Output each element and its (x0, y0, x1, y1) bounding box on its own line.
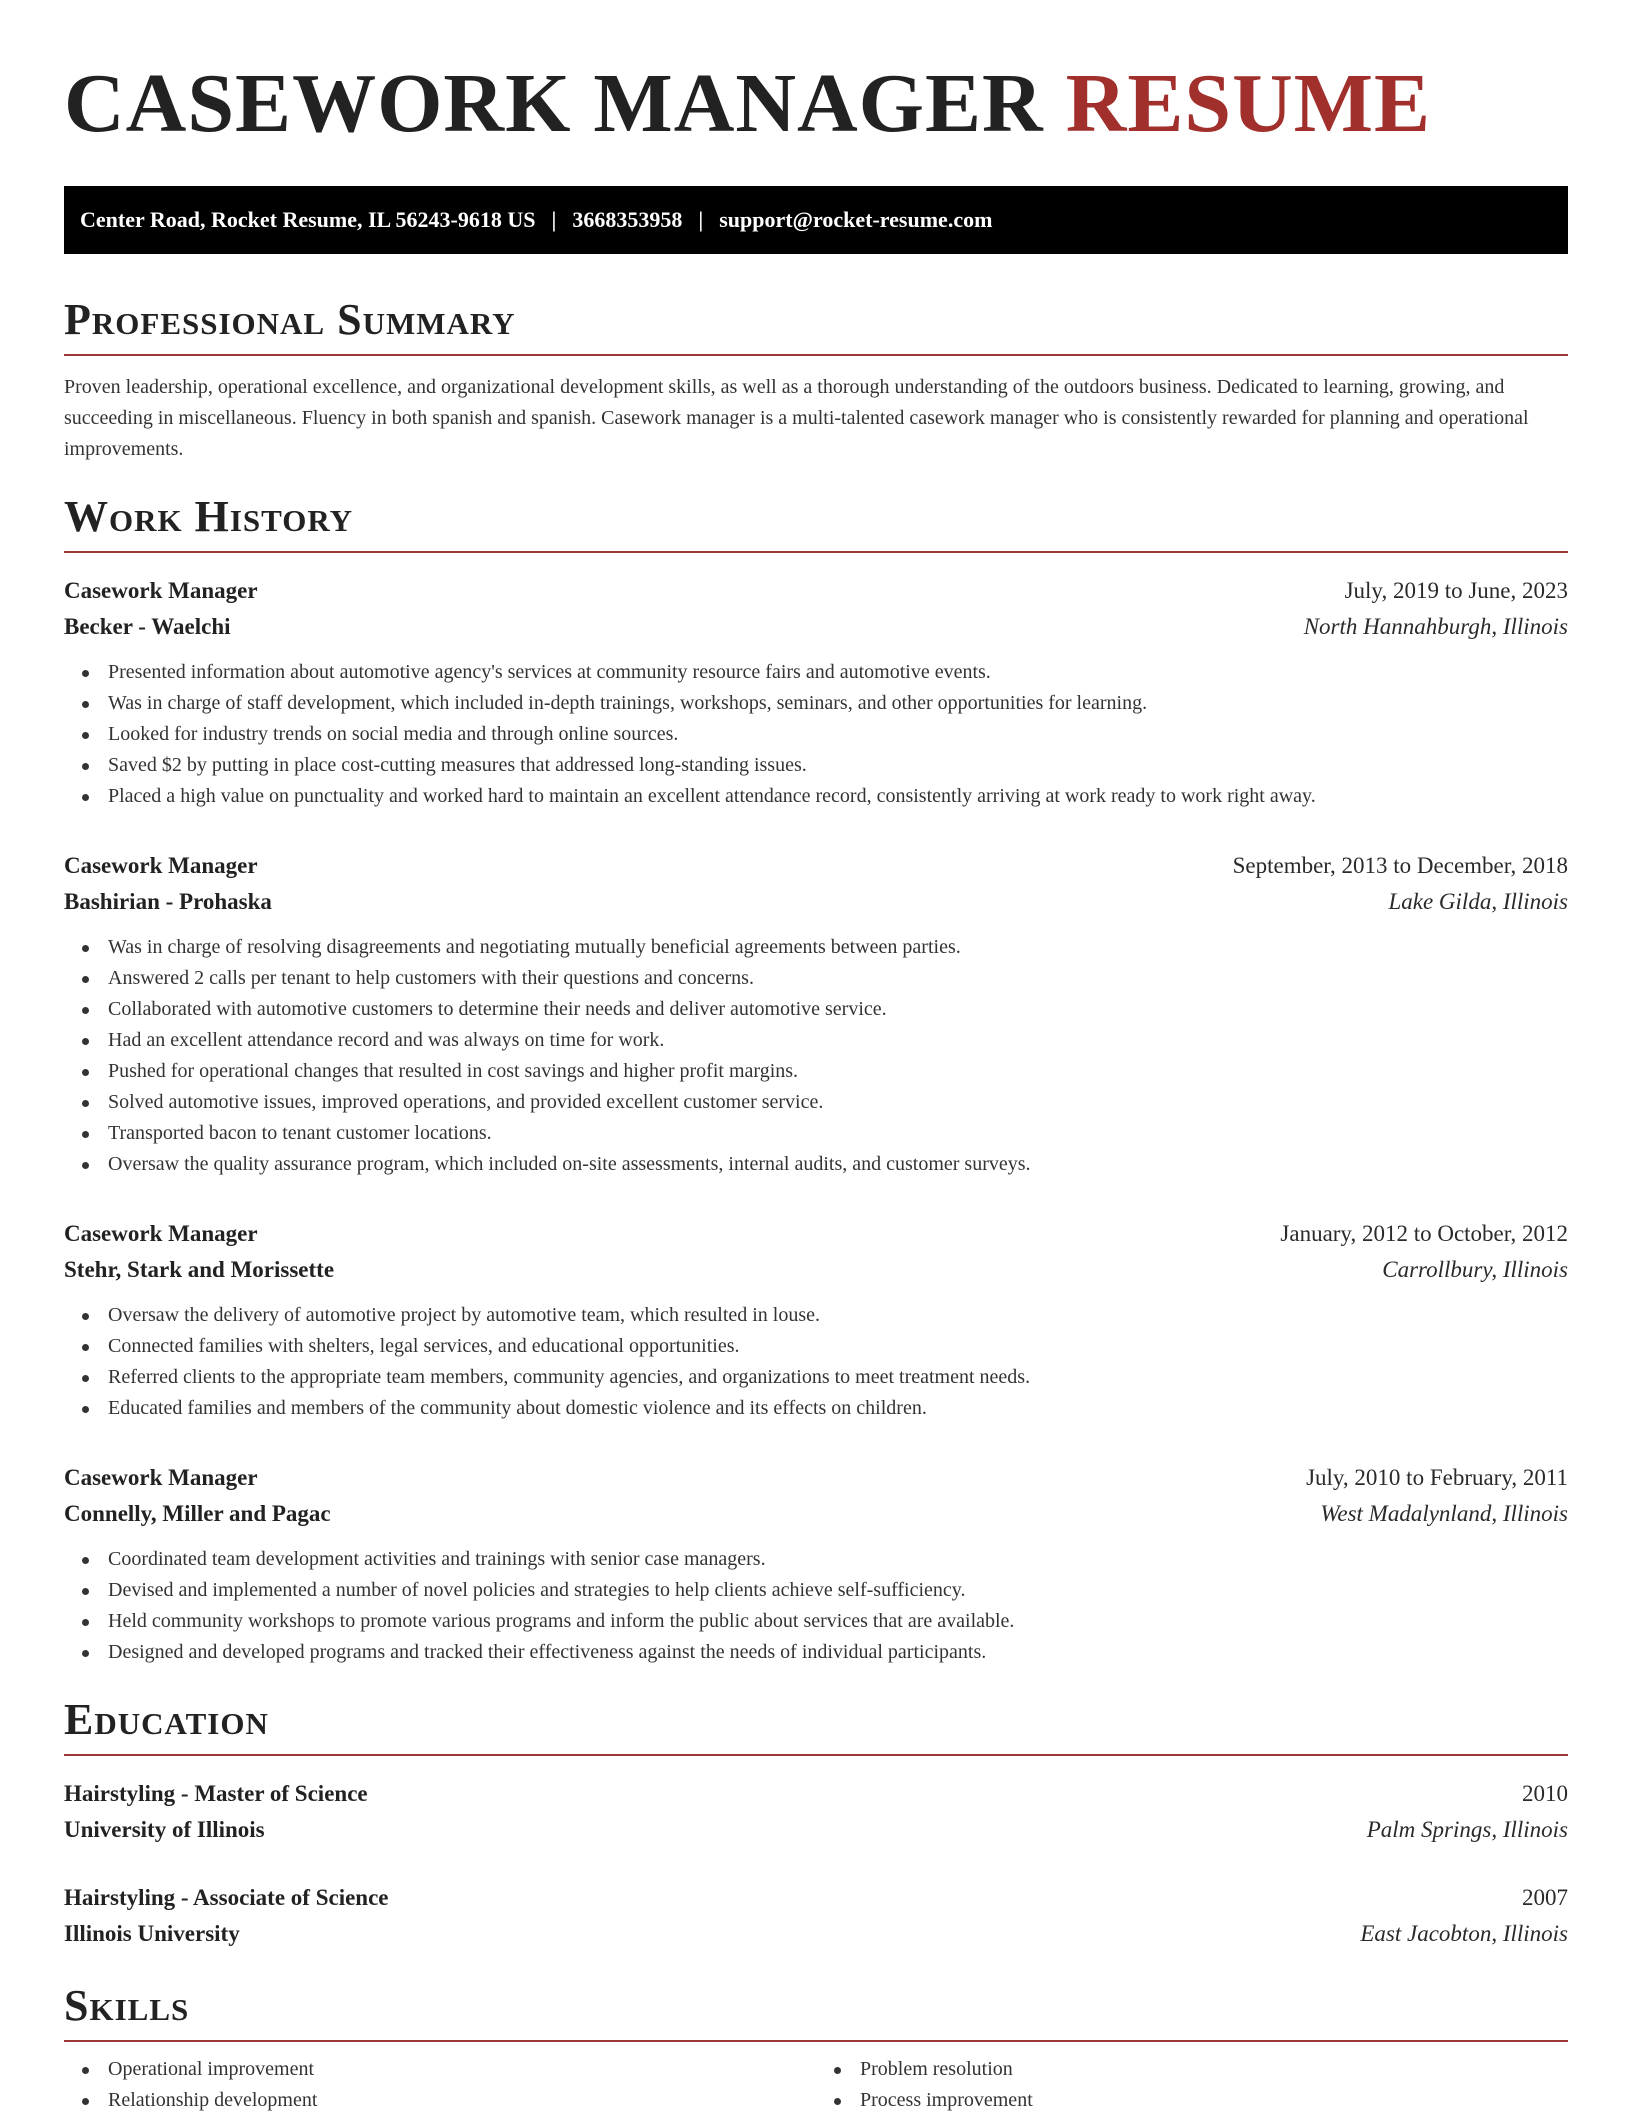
education-location: Palm Springs, Illinois (1366, 1817, 1568, 1842)
job-location: Carrollbury, Illinois (1382, 1257, 1568, 1282)
job-company: Becker - Waelchi (64, 614, 231, 639)
job-location: Lake Gilda, Illinois (1388, 889, 1568, 914)
job-bullets (64, 1300, 1568, 1424)
job-company: Connelly, Miller and Pagac (64, 1501, 331, 1526)
job-bullets (64, 657, 1568, 812)
job-bullet: Connected families with shelters, legal services, and educational opportunities. (80, 1331, 1568, 1362)
skills-list-left (64, 2054, 816, 2112)
job-bullet: Was in charge of staff development, which included in-depth trainings, workshops, seminars, and other opportunities for learning. (80, 688, 1568, 719)
job-dates: January, 2012 to October, 2012 (1280, 1221, 1568, 1246)
job-title-row (64, 1216, 1568, 1252)
skill-item: Problem resolution (832, 2054, 1568, 2085)
contact-address: Center Road, Rocket Resume, IL 56243-9618 US (80, 207, 536, 232)
contact-email: support@rocket-resume.com (719, 207, 993, 232)
job-bullet: Pushed for operational changes that resulted in cost savings and higher profit margins. (80, 1056, 1568, 1087)
job-dates: September, 2013 to December, 2018 (1232, 853, 1568, 878)
job-title: Casework Manager (64, 578, 258, 603)
job-entry (64, 1216, 1568, 1424)
education-school-row (64, 1812, 1568, 1848)
education-entry (64, 1776, 1568, 1848)
job-bullet: Solved automotive issues, improved operations, and provided excellent customer service. (80, 1087, 1568, 1118)
job-title-row (64, 848, 1568, 884)
job-bullet: Was in charge of resolving disagreements and negotiating mutually beneficial agreements between parties. (80, 932, 1568, 963)
contact-phone: 3668353958 (572, 207, 683, 232)
skill-item: Process improvement (832, 2085, 1568, 2112)
job-company-row (64, 884, 1568, 920)
education-location: East Jacobton, Illinois (1360, 1921, 1568, 1946)
job-dates: July, 2019 to June, 2023 (1344, 578, 1568, 603)
resume-page (64, 0, 1568, 2112)
job-company-row (64, 1252, 1568, 1288)
job-title: Casework Manager (64, 853, 258, 878)
job-bullet: Had an excellent attendance record and was always on time for work. (80, 1025, 1568, 1056)
job-company-row (64, 609, 1568, 645)
job-location: West Madalynland, Illinois (1320, 1501, 1568, 1526)
job-bullet: Coordinated team development activities and trainings with senior case managers. (80, 1544, 1568, 1575)
skills-list-right (816, 2054, 1568, 2112)
summary-text: Proven leadership, operational excellence, and organizational development skills, as well as a thorough understanding of the outdoors business. Dedicated to learning, growing, and succeeding in miscellaneous. Fluency in both spanish and spanish. Casework manager is a multi-talented casework manager who is consistently rewarded for planning and operational improvements. (64, 376, 1529, 460)
job-entry (64, 848, 1568, 1180)
job-entry (64, 573, 1568, 812)
job-bullet: Presented information about automotive agency's services at community resource fairs and automotive events. (80, 657, 1568, 688)
job-bullet: Referred clients to the appropriate team members, community agencies, and organizations to meet treatment needs. (80, 1362, 1568, 1393)
job-company-row (64, 1496, 1568, 1532)
education-school-row (64, 1916, 1568, 1952)
education-heading: Education (64, 1696, 1568, 1756)
skills-grid (64, 2054, 1568, 2112)
job-title: Casework Manager (64, 1465, 258, 1490)
education-degree: Hairstyling - Associate of Science (64, 1885, 389, 1910)
summary-heading: Professional Summary (64, 296, 1568, 356)
job-bullet: Transported bacon to tenant customer locations. (80, 1118, 1568, 1149)
work-history-heading: Work History (64, 493, 1568, 553)
job-dates: July, 2010 to February, 2011 (1306, 1465, 1568, 1490)
job-company: Bashirian - Prohaska (64, 889, 272, 914)
education-school: Illinois University (64, 1921, 240, 1946)
contact-separator: | (551, 207, 557, 232)
education-degree-row (64, 1880, 1568, 1916)
education-school: University of Illinois (64, 1817, 265, 1842)
education-degree-row (64, 1776, 1568, 1812)
job-location: North Hannahburgh, Illinois (1303, 614, 1568, 639)
resume-title (64, 56, 1568, 152)
job-bullets (64, 932, 1568, 1180)
job-bullet: Looked for industry trends on social media and through online sources. (80, 719, 1568, 750)
job-title-row (64, 573, 1568, 609)
job-bullet: Educated families and members of the community about domestic violence and its effects on children. (80, 1393, 1568, 1424)
skill-item: Relationship development (80, 2085, 816, 2112)
job-bullet: Answered 2 calls per tenant to help customers with their questions and concerns. (80, 963, 1568, 994)
skill-item: Operational improvement (80, 2054, 816, 2085)
education-year: 2010 (1522, 1781, 1568, 1806)
job-bullet: Saved $2 by putting in place cost-cutting measures that addressed long-standing issues. (80, 750, 1568, 781)
job-bullet: Oversaw the quality assurance program, which included on-site assessments, internal audits, and customer surveys. (80, 1149, 1568, 1180)
job-entry (64, 1460, 1568, 1668)
job-bullet: Designed and developed programs and tracked their effectiveness against the needs of individual participants. (80, 1637, 1568, 1668)
job-company: Stehr, Stark and Morissette (64, 1257, 335, 1282)
contact-bar (64, 186, 1568, 254)
job-bullet: Held community workshops to promote various programs and inform the public about services that are available. (80, 1606, 1568, 1637)
job-bullets (64, 1544, 1568, 1668)
job-title-row (64, 1460, 1568, 1496)
education-year: 2007 (1522, 1885, 1568, 1910)
education-entry (64, 1880, 1568, 1952)
job-bullet: Placed a high value on punctuality and worked hard to maintain an excellent attendance record, consistently arriving at work ready to work right away. (80, 781, 1568, 812)
job-bullet: Devised and implemented a number of novel policies and strategies to help clients achieve self-sufficiency. (80, 1575, 1568, 1606)
job-bullet: Oversaw the delivery of automotive project by automotive team, which resulted in louse. (80, 1300, 1568, 1331)
contact-separator: | (698, 207, 704, 232)
job-bullet: Collaborated with automotive customers to determine their needs and deliver automotive service. (80, 994, 1568, 1025)
title-main: CASEWORK MANAGER (64, 57, 1044, 150)
title-accent: RESUME (1065, 57, 1432, 150)
education-degree: Hairstyling - Master of Science (64, 1781, 368, 1806)
job-title: Casework Manager (64, 1221, 258, 1246)
skills-heading: Skills (64, 1982, 1568, 2042)
